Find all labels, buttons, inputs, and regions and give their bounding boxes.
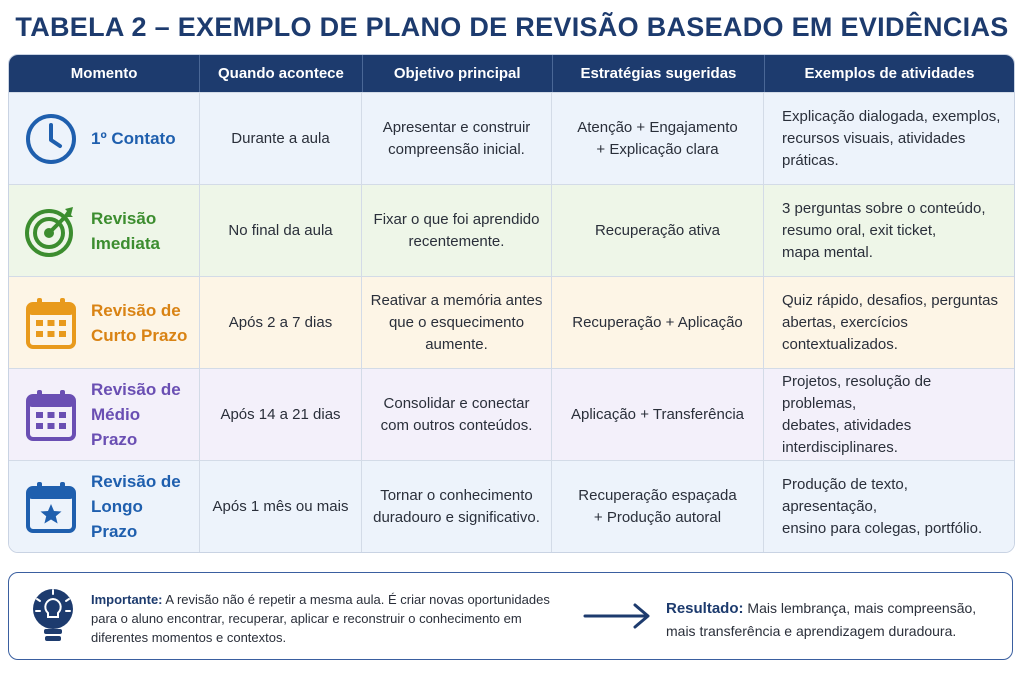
table-row <box>9 276 1014 368</box>
table-row <box>9 184 1014 276</box>
table-row <box>9 368 1014 460</box>
momento-cell <box>9 277 200 368</box>
header-momento: Momento <box>9 55 200 92</box>
exemplos-cell: 3 perguntas sobre o conteúdo, resumo oral, exit ticket, mapa mental. <box>782 199 986 261</box>
exemplos-cell: Projetos, resolução de problemas, debates, atividades interdisciplinares. <box>782 372 932 456</box>
exemplos-cell: Explicação dialogada, exemplos, recursos visuais, atividades práticas. <box>782 107 1001 169</box>
quando-cell: Após 2 a 7 dias <box>200 277 362 368</box>
important-body: A revisão não é repetir a mesma aula. É criar novas oportunidades para o aluno encontrar, recuperar, aplicar e reconstruir o conhecimento em diferentes momentos e contextos. <box>91 592 550 645</box>
momento-cell <box>9 369 200 460</box>
calendar-star-icon <box>23 479 79 535</box>
momento-label: Revisão de Longo Prazo <box>91 472 181 541</box>
quando-cell: Após 1 mês ou mais <box>200 461 362 552</box>
header-estrategias: Estratégias sugeridas <box>553 55 765 92</box>
revision-plan-table <box>8 54 1015 553</box>
momento-cell <box>9 93 200 184</box>
table-row <box>9 460 1014 552</box>
calendar-icon <box>23 295 79 351</box>
objetivo-cell: Apresentar e construir compreensão inicial. <box>362 93 552 184</box>
quando-cell: Durante a aula <box>200 93 362 184</box>
estrategias-cell: Atenção + Engajamento + Explicação clara <box>552 93 764 184</box>
important-text <box>91 590 561 647</box>
estrategias-cell: Recuperação ativa <box>552 185 764 276</box>
exemplos-cell: Produção de texto, apresentação, ensino para colegas, portfólio. <box>782 475 983 537</box>
estrategias-cell: Recuperação + Aplicação <box>552 277 764 368</box>
objetivo-cell: Consolidar e conectar com outros conteúdos. <box>362 369 552 460</box>
arrow-right-icon <box>581 601 653 636</box>
momento-label: 1º Contato <box>91 129 176 148</box>
table-row <box>9 92 1014 184</box>
momento-label: Revisão de Curto Prazo <box>91 300 188 345</box>
header-exemplos: Exemplos de atividades <box>804 65 975 82</box>
note-box <box>8 572 1013 660</box>
exemplos-cell: Quiz rápido, desafios, perguntas abertas, exercícios contextualizados. <box>782 291 998 353</box>
table-header <box>9 55 1014 92</box>
result-label: Resultado: <box>666 600 744 617</box>
momento-label: Revisão Imediata <box>91 208 160 253</box>
header-objetivo: Objetivo principal <box>363 55 553 92</box>
objetivo-cell: Tornar o conhecimento duradouro e significativo. <box>362 461 552 552</box>
header-quando: Quando acontece <box>200 55 362 92</box>
page-title: TABELA 2 – EXEMPLO DE PLANO DE REVISÃO BASEADO EM EVIDÊNCIAS <box>15 12 1009 42</box>
result-text <box>666 597 1006 642</box>
lightbulb-icon <box>31 587 75 650</box>
momento-label: Revisão de Médio Prazo <box>91 380 181 449</box>
momento-cell <box>9 185 200 276</box>
objetivo-cell: Reativar a memória antes que o esquecimento aumente. <box>362 277 552 368</box>
important-label: Importante: <box>91 592 163 607</box>
estrategias-cell: Recuperação espaçada + Produção autoral <box>552 461 764 552</box>
objetivo-cell: Fixar o que foi aprendido recentemente. <box>362 185 552 276</box>
target-icon <box>23 203 79 259</box>
result-body: Mais lembrança, mais compreensão, mais transferência e aprendizagem duradoura. <box>666 600 977 639</box>
clock-icon <box>23 111 79 167</box>
quando-cell: Após 14 a 21 dias <box>200 369 362 460</box>
momento-cell <box>9 461 200 552</box>
calendar-icon <box>23 387 79 443</box>
estrategias-cell: Aplicação + Transferência <box>552 369 764 460</box>
quando-cell: No final da aula <box>200 185 362 276</box>
